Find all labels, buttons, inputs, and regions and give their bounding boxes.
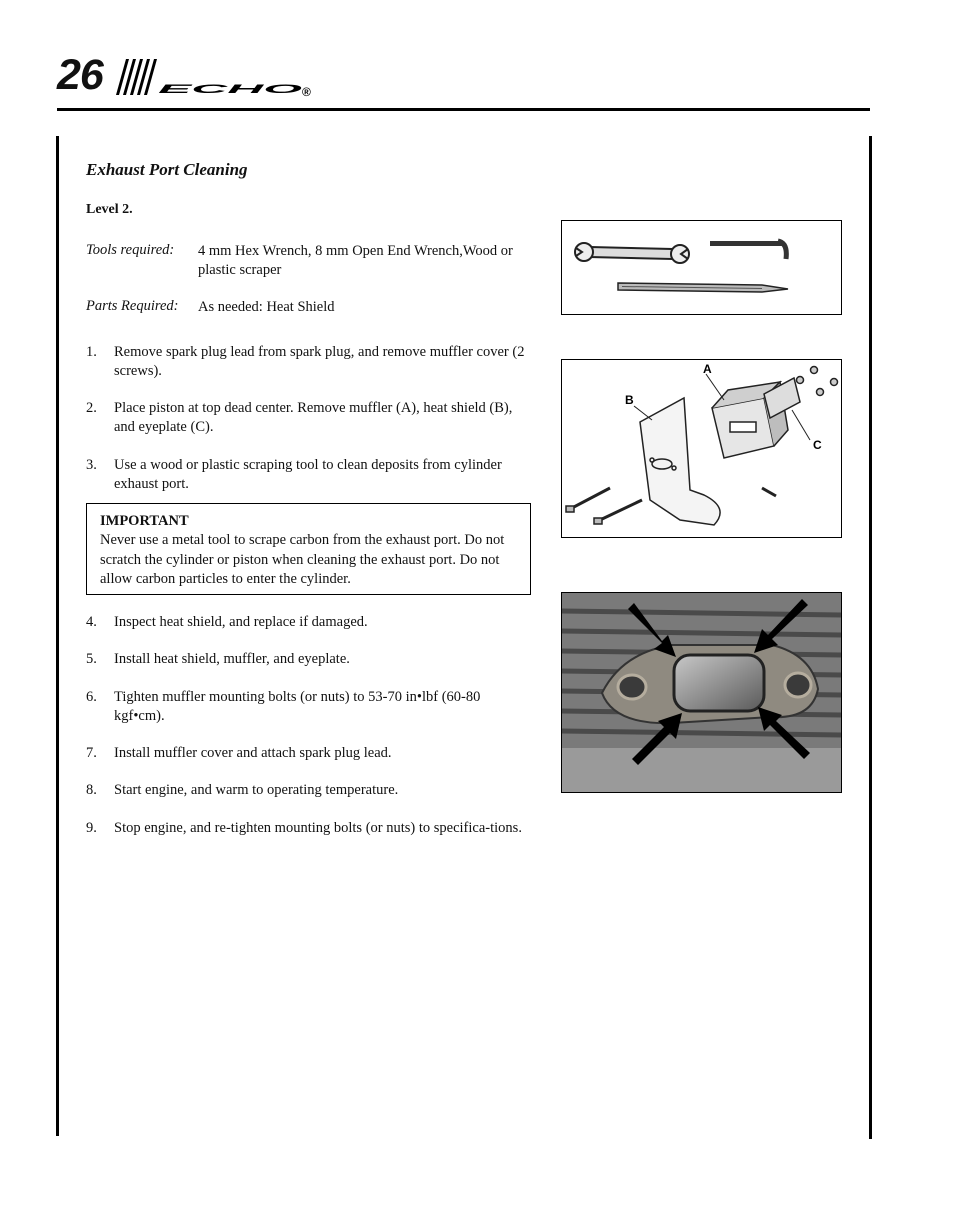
step-number: 4. — [86, 614, 97, 630]
step-number: 9. — [86, 820, 97, 836]
open-end-wrench-icon — [575, 243, 689, 263]
right-margin-rule — [869, 136, 872, 1139]
parts-value: As needed: Heat Shield — [198, 299, 335, 315]
step-text: Place piston at top dead center. Remove muffler (A), heat shield (B), and eyeplate (C). — [114, 400, 513, 435]
step-text: Remove spark plug lead from spark plug, and remove muffler cover (2 screws). — [114, 344, 525, 379]
step-number: 5. — [86, 651, 97, 667]
step-number: 2. — [86, 400, 97, 416]
level-label: Level 2. — [86, 202, 133, 217]
label-b: B — [625, 393, 634, 407]
page-number: 26 — [57, 51, 103, 99]
scraper-icon — [618, 283, 788, 292]
registered-mark: ® — [302, 85, 311, 97]
echo-logo — [112, 55, 312, 97]
step-text: Use a wood or plastic scraping tool to clean deposits from cylinder exhaust port. — [114, 457, 502, 492]
step-text: Install heat shield, muffler, and eyeplate. — [114, 651, 350, 667]
exhaust-port-photo — [561, 592, 842, 793]
important-notice — [86, 503, 531, 595]
step-text: Start engine, and warm to operating temperature. — [114, 782, 399, 798]
step-number: 7. — [86, 745, 97, 761]
step-number: 6. — [86, 689, 97, 705]
step-number: 1. — [86, 344, 97, 360]
label-c: C — [813, 438, 822, 452]
tools-label: Tools required: — [86, 242, 175, 258]
parts-label: Parts Required: — [86, 298, 179, 314]
hex-wrench-icon — [710, 241, 786, 259]
brand-wordmark: ECHO — [158, 82, 305, 96]
step-text: Inspect heat shield, and replace if damaged. — [114, 614, 368, 630]
header-rule — [57, 108, 870, 111]
step-number: 8. — [86, 782, 97, 798]
step-text: Stop engine, and re-tighten mounting bolts (or nuts) to specifica-tions. — [114, 820, 522, 836]
step-number: 3. — [86, 457, 97, 473]
tools-value: 4 mm Hex Wrench, 8 mm Open End Wrench,Wood or plastic scraper — [198, 243, 513, 278]
important-text: Never use a metal tool to scrape carbon from the exhaust port. Do not scratch the cylinder or piston when cleaning the exhaust port. Do not allow carbon particles to enter the cylinder. — [100, 532, 505, 587]
important-title: IMPORTANT — [100, 513, 189, 529]
step-text: Install muffler cover and attach spark plug lead. — [114, 745, 392, 761]
label-a: A — [703, 362, 712, 376]
tools-figure — [561, 220, 842, 315]
muffler-exploded-figure — [561, 359, 842, 538]
section-title: Exhaust Port Cleaning — [86, 160, 248, 179]
left-margin-rule — [56, 136, 59, 1136]
step-text: Tighten muffler mounting bolts (or nuts) to 53-70 in•lbf (60-80 kgf•cm). — [114, 689, 481, 724]
